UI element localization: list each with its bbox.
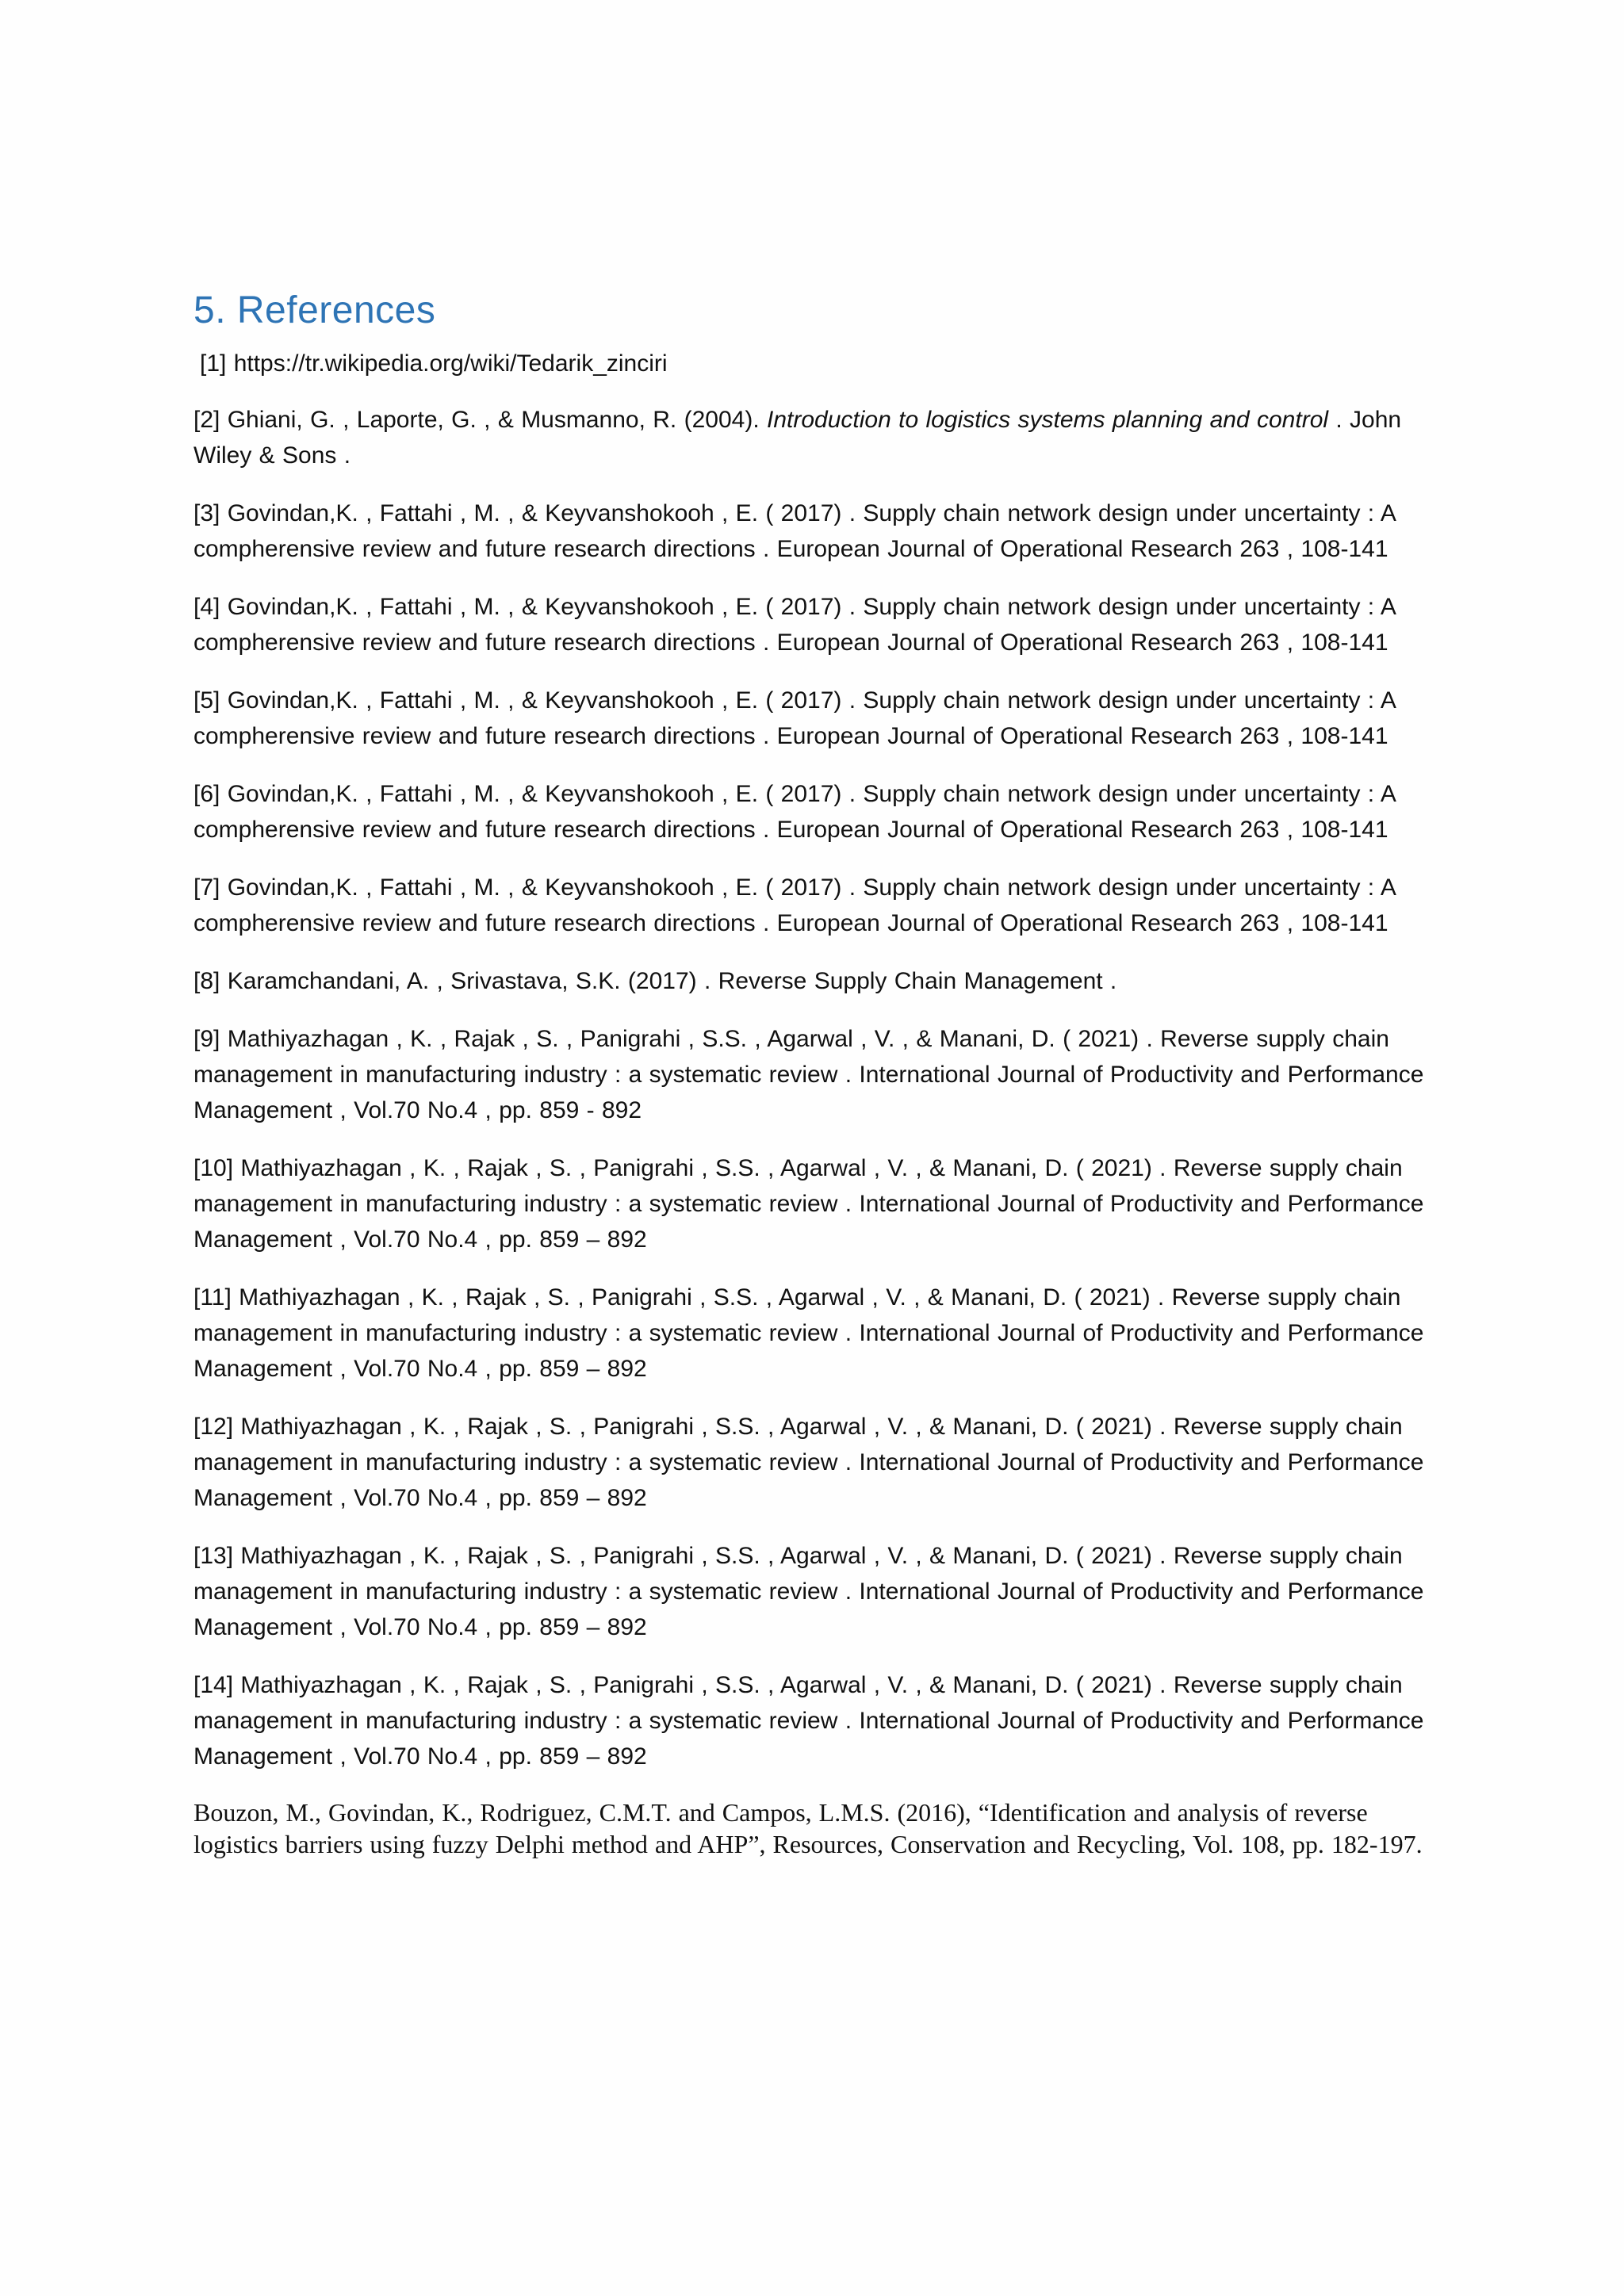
reference-3: [3] Govindan,K. , Fattahi , M. , & Keyvanshokooh , E. ( 2017) . Supply chain network design under uncertainty : A compherensive review and future research directions . European Journal of Operational Research 263 , 108-141: [193, 500, 1396, 562]
reference-10: [10] Mathiyazhagan , K. , Rajak , S. , Panigrahi , S.S. , Agarwal , V. , & Manani, D. ( 2021) . Reverse supply chain management in manufacturing industry : a systematic review . International Journal of Productivity and Performance Management , Vol.70 No.4 , pp. 859 – 892: [193, 1155, 1424, 1253]
reference-2-title: Introduction to logistics systems planning and control: [767, 407, 1329, 433]
reference-12: [12] Mathiyazhagan , K. , Rajak , S. , Panigrahi , S.S. , Agarwal , V. , & Manani, D. ( 2021) . Reverse supply chain management in manufacturing industry : a systematic review . International Journal of Productivity and Performance Management , Vol.70 No.4 , pp. 859 – 892: [193, 1414, 1424, 1511]
reference-13: [13] Mathiyazhagan , K. , Rajak , S. , Panigrahi , S.S. , Agarwal , V. , & Manani, D. ( 2021) . Reverse supply chain management in manufacturing industry : a systematic review . International Journal of Productivity and Performance Management , Vol.70 No.4 , pp. 859 – 892: [193, 1543, 1424, 1640]
section-heading: 5. References: [193, 289, 436, 331]
reference-11: [11] Mathiyazhagan , K. , Rajak , S. , Panigrahi , S.S. , Agarwal , V. , & Manani, D. ( 2021) . Reverse supply chain management in manufacturing industry : a systematic review . International Journal of Productivity and Performance Management , Vol.70 No.4 , pp. 859 – 892: [193, 1284, 1424, 1382]
references-section: [193, 282, 1446, 1882]
reference-6: [6] Govindan,K. , Fattahi , M. , & Keyvanshokooh , E. ( 2017) . Supply chain network design under uncertainty : A compherensive review and future research directions . European Journal of Operational Research 263 , 108-141: [193, 781, 1396, 843]
reference-4: [4] Govindan,K. , Fattahi , M. , & Keyvanshokooh , E. ( 2017) . Supply chain network design under uncertainty : A compherensive review and future research directions . European Journal of Operational Research 263 , 108-141: [193, 594, 1396, 656]
reference-2: [193, 402, 1446, 473]
reference-bouzon: Bouzon, M., Govindan, K., Rodriguez, C.M.T. and Campos, L.M.S. (2016), “Identification and analysis of reverse logistics barriers using fuzzy Delphi method and AHP”, Resources, Conservation and Recycling, Vol. 108, pp. 182-197.: [193, 1798, 1423, 1858]
reference-9: [9] Mathiyazhagan , K. , Rajak , S. , Panigrahi , S.S. , Agarwal , V. , & Manani, D. ( 2021) . Reverse supply chain management in manufacturing industry : a systematic review . International Journal of Productivity and Performance Management , Vol.70 No.4 , pp. 859 - 892: [193, 1026, 1424, 1123]
reference-7: [7] Govindan,K. , Fattahi , M. , & Keyvanshokooh , E. ( 2017) . Supply chain network design under uncertainty : A compherensive review and future research directions . European Journal of Operational Research 263 , 108-141: [193, 874, 1396, 936]
reference-2-authors: [2] Ghiani, G. , Laporte, G. , & Musmanno, R. (2004).: [193, 407, 767, 433]
reference-5: [5] Govindan,K. , Fattahi , M. , & Keyvanshokooh , E. ( 2017) . Supply chain network design under uncertainty : A compherensive review and future research directions . European Journal of Operational Research 263 , 108-141: [193, 687, 1396, 749]
reference-8: [8] Karamchandani, A. , Srivastava, S.K. (2017) . Reverse Supply Chain Management .: [193, 968, 1117, 994]
reference-14: [14] Mathiyazhagan , K. , Rajak , S. , Panigrahi , S.S. , Agarwal , V. , & Manani, D. ( 2021) . Reverse supply chain management in manufacturing industry : a systematic review . International Journal of Productivity and Performance Management , Vol.70 No.4 , pp. 859 – 892: [193, 1672, 1424, 1770]
reference-1: [1] https://tr.wikipedia.org/wiki/Tedarik_zinciri: [200, 350, 668, 377]
reference-2-publisher: . John Wiley & Sons .: [193, 407, 1402, 469]
